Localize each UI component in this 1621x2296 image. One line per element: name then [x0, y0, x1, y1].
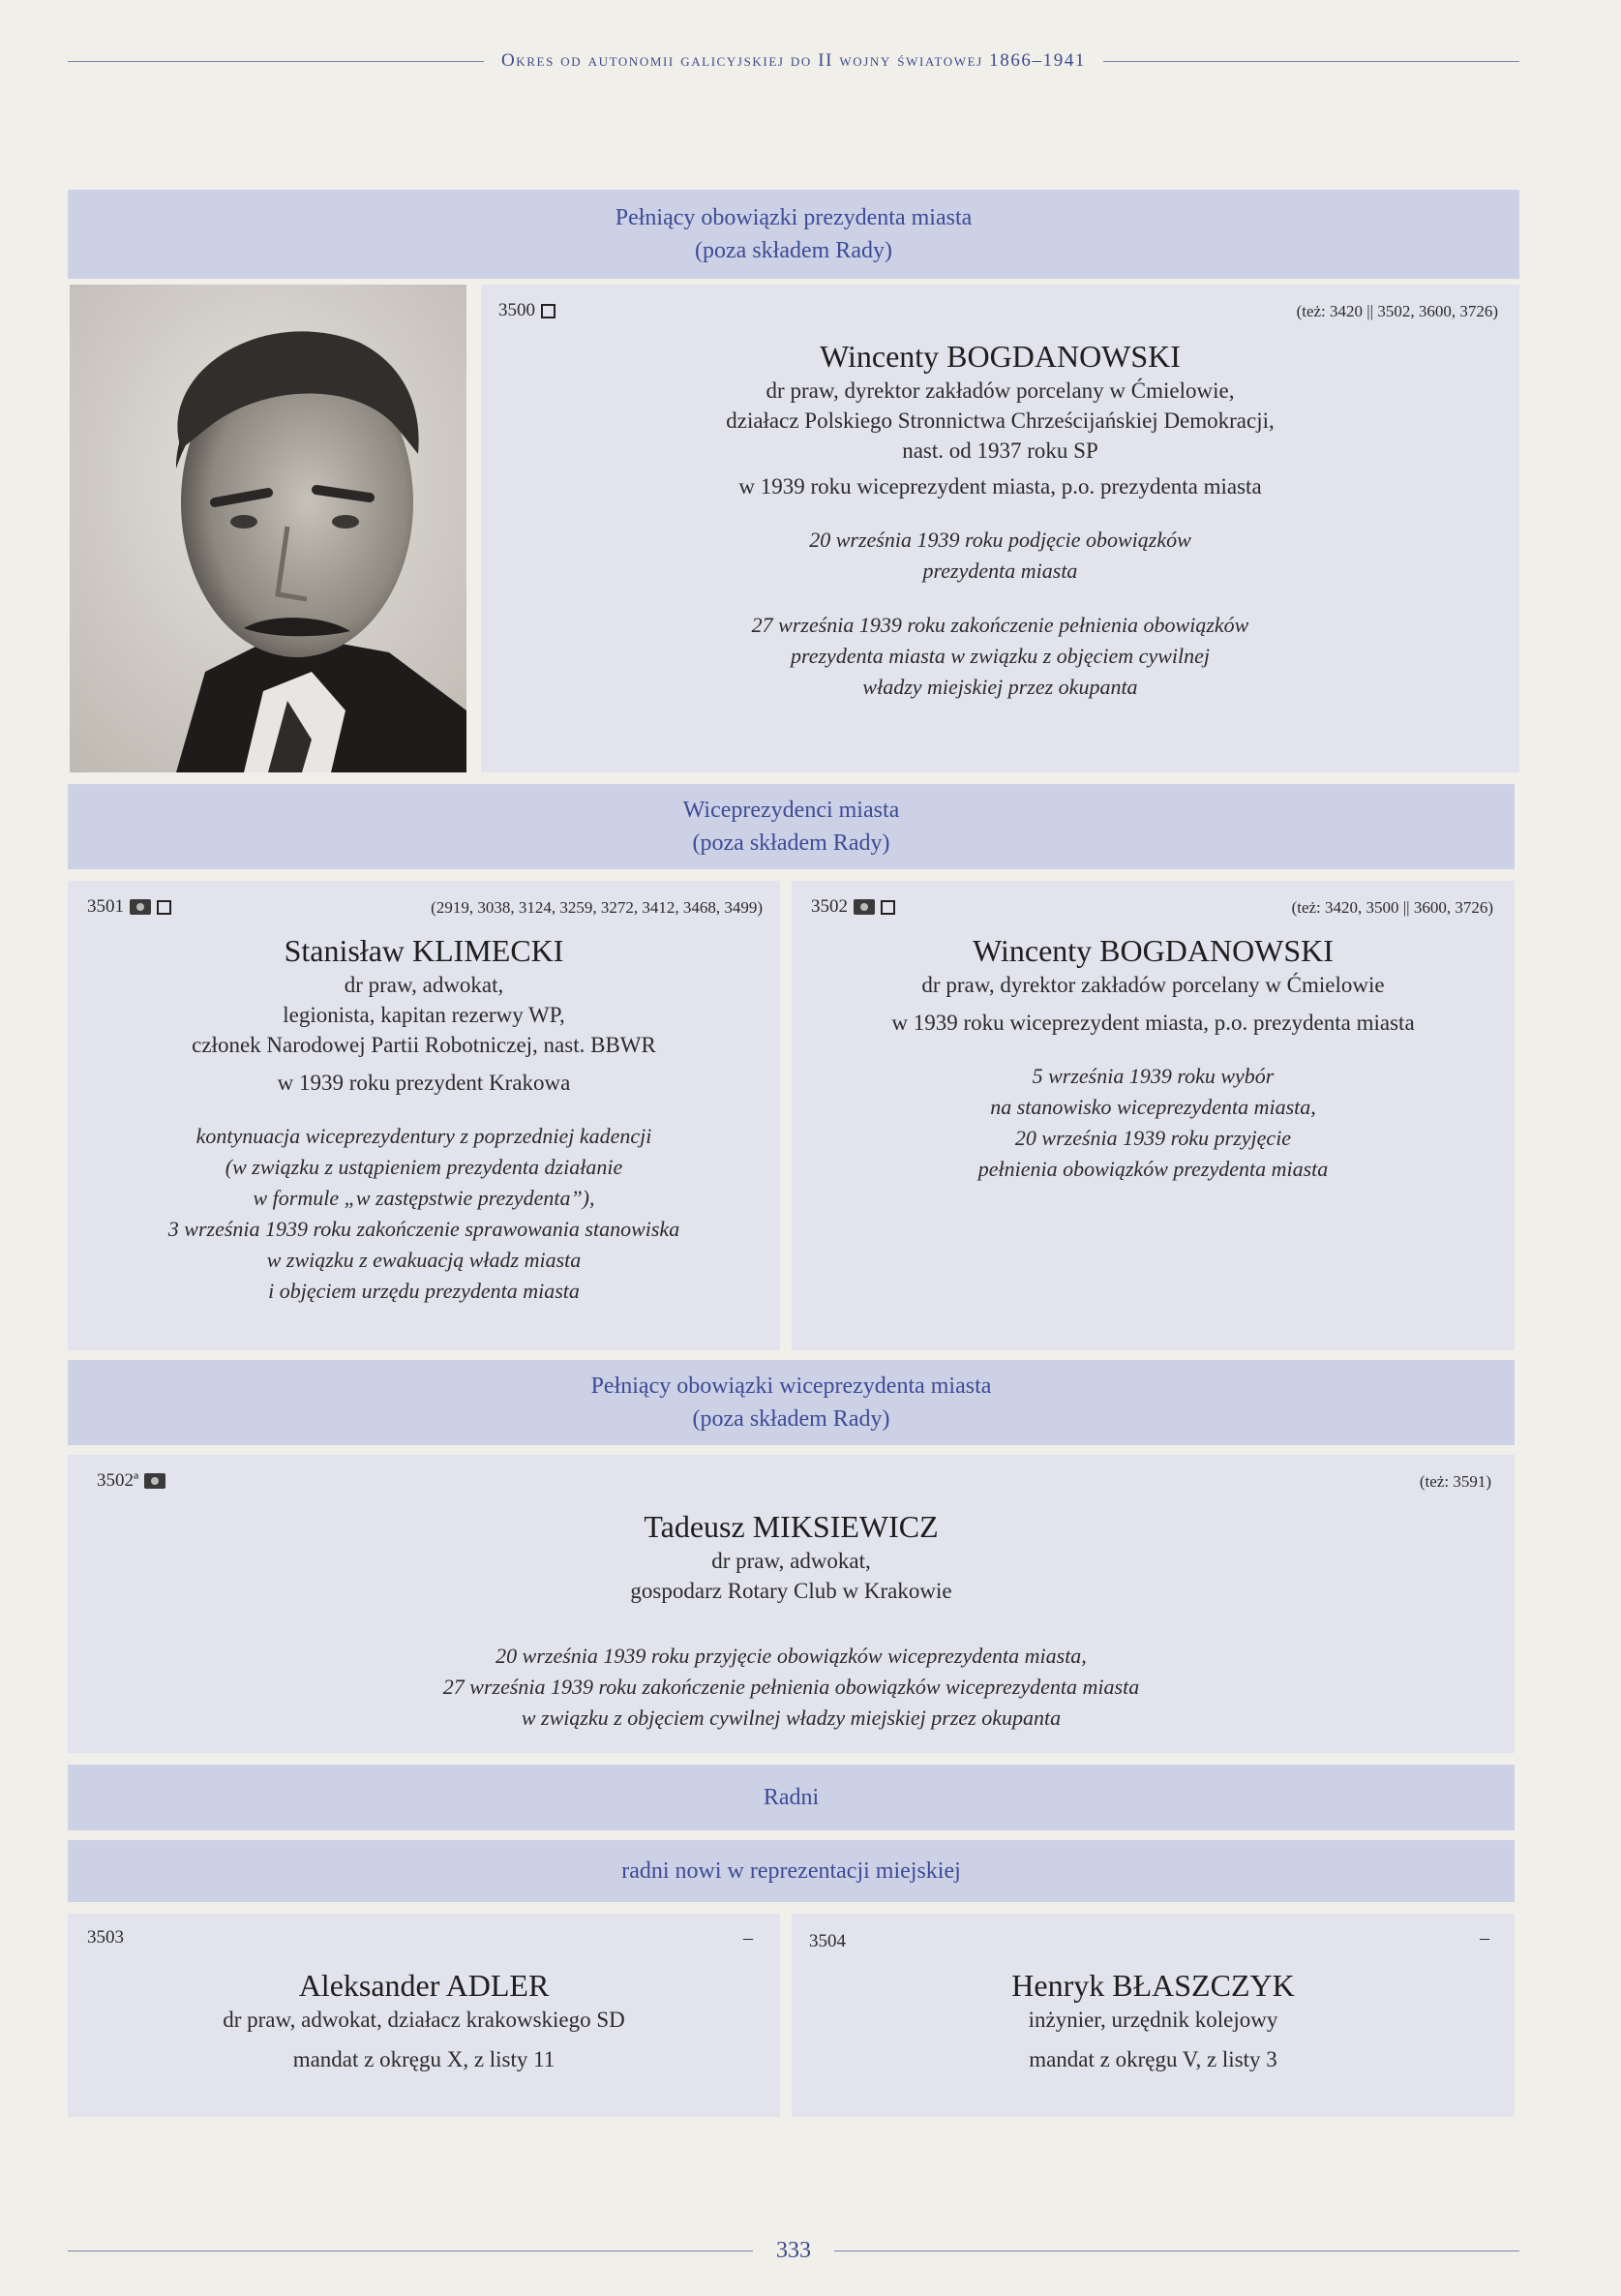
entry-number-text: 3503 [87, 1927, 124, 1948]
person-name: Aleksander ADLER [298, 1968, 550, 2003]
entry-number [498, 300, 555, 321]
mandate-line: mandat z okręgu X, z listy 11 [292, 2047, 555, 2071]
person-name: Henryk BŁASZCZYK [1011, 1968, 1295, 2003]
note-line: władzy miejskiej przez okupanta [862, 675, 1138, 699]
running-head-rule-right [1103, 61, 1519, 62]
entry-body [68, 1966, 780, 2074]
running-head-text: Okres od autonomii galicyjskiej do II wojny światowej 1866–1941 [500, 50, 1087, 71]
entry-number-text: 3501 [87, 896, 124, 917]
entry-cross-reference: (też: 3420 || 3502, 3600, 3726) [1296, 302, 1498, 320]
entry-number-text: 3500 [498, 300, 535, 320]
checkbox-square-icon [881, 900, 895, 915]
entry-number [87, 1927, 124, 1949]
note-line: 3 września 1939 roku zakończenie sprawowania stanowiska [167, 1217, 680, 1241]
role-line: w 1939 roku wiceprezydent miasta, p.o. prezydenta miasta [891, 1011, 1415, 1035]
desc-line: dr praw, adwokat, [711, 1549, 871, 1573]
desc-line: gospodarz Rotary Club w Krakowie [630, 1579, 952, 1603]
person-name: Stanisław KLIMECKI [284, 933, 564, 968]
entry-3502 [792, 881, 1515, 1350]
portrait-image [70, 285, 466, 772]
entry-3503 [68, 1914, 780, 2117]
entry-body [792, 931, 1515, 1185]
camera-icon [854, 899, 875, 915]
checkbox-square-icon [541, 304, 555, 318]
note-line: 20 września 1939 roku przyjęcie obowiązków wiceprezydenta miasta, [495, 1644, 1087, 1668]
entry-dash: – [1480, 1927, 1489, 1949]
entry-dash: – [743, 1927, 753, 1949]
desc-line: dr praw, adwokat, działacz krakowskiego SD [223, 2008, 625, 2032]
entry-body [792, 1966, 1515, 2074]
role-line: w 1939 roku prezydent Krakowa [277, 1071, 571, 1095]
section-title: Wiceprezydenci miasta [682, 798, 900, 823]
entry-number [811, 896, 895, 918]
desc-line: nast. od 1937 roku SP [902, 438, 1098, 463]
note-line: na stanowisko wiceprezydenta miasta, [990, 1095, 1316, 1119]
desc-line: legionista, kapitan rezerwy WP, [283, 1003, 565, 1027]
note-line: 27 września 1939 roku zakończenie pełnienia obowiązków wiceprezydenta miasta [442, 1675, 1140, 1699]
entry-number-text: 3504 [809, 1931, 846, 1951]
section-header-acting-vice-president [68, 1360, 1515, 1445]
portrait-photo [70, 285, 466, 772]
page-footer [68, 2238, 1519, 2264]
entry-body [481, 337, 1519, 703]
section-title: Pełniący obowiązki wiceprezydenta miasta [590, 1374, 992, 1399]
desc-line: działacz Polskiego Stronnictwa Chrześcijańskiej Demokracji, [726, 408, 1275, 433]
entry-cross-reference: (też: 3420, 3500 || 3600, 3726) [1291, 898, 1493, 917]
note-line: 20 września 1939 roku podjęcie obowiązków [809, 528, 1191, 552]
section-title: Radni [763, 1785, 820, 1810]
section-header-acting-president [68, 190, 1519, 279]
checkbox-square-icon [157, 900, 171, 915]
note-line: 20 września 1939 roku przyjęcie [1014, 1126, 1292, 1150]
desc-line: członek Narodowej Partii Robotniczej, nast. BBWR [192, 1033, 656, 1057]
section-subtitle: (poza składem Rady) [692, 1406, 890, 1432]
section-title: Pełniący obowiązki prezydenta miasta [615, 205, 973, 230]
entry-3502a [68, 1455, 1515, 1753]
note-line: kontynuacja wiceprezydentury z poprzedniej kadencji [195, 1124, 652, 1148]
note-line: i objęciem urzędu prezydenta miasta [268, 1279, 580, 1303]
desc-line: dr praw, dyrektor zakładów porcelany w Ćmielowie, [765, 378, 1235, 403]
entry-body [68, 1507, 1515, 1734]
entry-number [809, 1931, 846, 1952]
note-line: w związku z ewakuacją władz miasta [266, 1248, 582, 1272]
entry-3504 [792, 1914, 1515, 2117]
note-line: 27 września 1939 roku zakończenie pełnienia obowiązków [751, 613, 1249, 637]
camera-icon [130, 899, 151, 915]
section-header-vice-presidents [68, 784, 1515, 869]
note-line: 5 września 1939 roku wybór [1032, 1064, 1275, 1088]
section-subtitle: (poza składem Rady) [695, 238, 892, 263]
entry-cross-reference: (2919, 3038, 3124, 3259, 3272, 3412, 3468, 3499) [431, 898, 763, 917]
role-line: w 1939 roku wiceprezydent miasta, p.o. prezydenta miasta [738, 474, 1262, 498]
note-line: prezydenta miasta w związku z objęciem cywilnej [790, 644, 1210, 668]
section-title: radni nowi w reprezentacji miejskiej [621, 1858, 961, 1884]
person-name: Wincenty BOGDANOWSKI [973, 933, 1334, 968]
entry-number-text: 3502ª [97, 1470, 139, 1491]
person-name: Tadeusz MIKSIEWICZ [644, 1509, 939, 1544]
mandate-line: mandat z okręgu V, z listy 3 [1029, 2047, 1277, 2071]
desc-line: dr praw, adwokat, [344, 973, 504, 997]
entry-3501 [68, 881, 780, 1350]
desc-line: inżynier, urzędnik kolejowy [1028, 2008, 1278, 2032]
note-line: w związku z objęciem cywilnej władzy miejskiej przez okupanta [521, 1706, 1062, 1730]
entry-3500 [481, 285, 1519, 772]
entry-number [87, 896, 171, 918]
section-header-councillors [68, 1765, 1515, 1830]
note-line: prezydenta miasta [922, 559, 1078, 583]
desc-line: dr praw, dyrektor zakładów porcelany w Ćmielowie [921, 973, 1385, 997]
note-line: w formule „w zastępstwie prezydenta”), [253, 1186, 595, 1210]
section-subtitle: (poza składem Rady) [692, 831, 890, 856]
note-line: pełnienia obowiązków prezydenta miasta [977, 1157, 1329, 1181]
entry-number-text: 3502 [811, 896, 848, 917]
page-number: 333 [776, 2238, 811, 2263]
entry-cross-reference: (też: 3591) [1419, 1472, 1491, 1491]
running-head-rule-left [68, 61, 484, 62]
running-head [68, 50, 1519, 72]
person-name: Wincenty BOGDANOWSKI [820, 339, 1181, 374]
entry-number [97, 1470, 165, 1492]
entry-body [68, 931, 780, 1307]
section-header-new-councillors [68, 1840, 1515, 1902]
camera-icon [144, 1473, 165, 1489]
note-line: (w związku z ustąpieniem prezydenta działanie [225, 1155, 623, 1179]
